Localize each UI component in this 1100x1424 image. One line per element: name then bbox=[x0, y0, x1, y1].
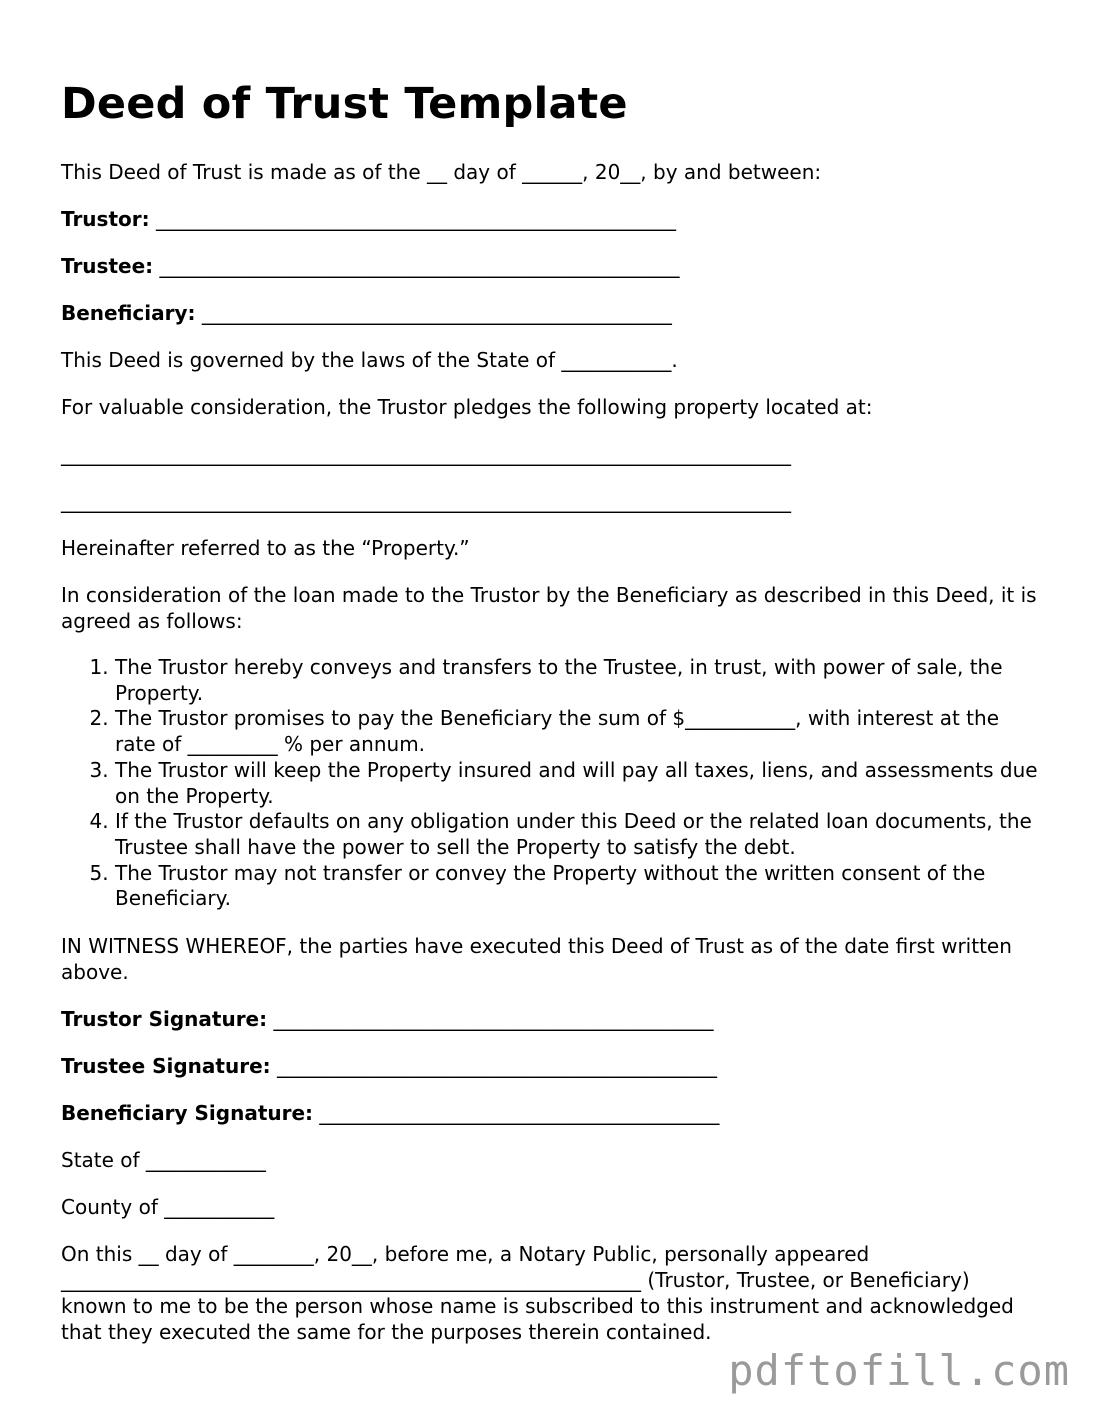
governing-law: This Deed is governed by the laws of the State of ___________. bbox=[61, 348, 678, 372]
term-item: 1. The Trustor hereby conveys and transfers to the Trustee, in trust, with power of sale, the Property. bbox=[115, 655, 1041, 706]
term-item: 3. The Trustor will keep the Property insured and will pay all taxes, liens, and assessments due on the Property. bbox=[115, 758, 1041, 809]
beneficiary-label: Beneficiary: bbox=[61, 301, 196, 325]
property-intro: For valuable consideration, the Trustor pledges the following property located at: bbox=[61, 395, 873, 419]
witness-paragraph: IN WITNESS WHEREOF, the parties have executed this Deed of Trust as of the date first written above. bbox=[61, 934, 1012, 985]
trustor-field bbox=[61, 206, 1041, 232]
trustee-field bbox=[61, 253, 1041, 279]
trustee-label: Trustee: bbox=[61, 254, 154, 278]
intro-paragraph: This Deed of Trust is made as of the __ day of ______, 20__, by and between: bbox=[61, 160, 822, 184]
terms-list bbox=[61, 655, 1041, 912]
trustee-signature-field bbox=[61, 1053, 1041, 1079]
document-title: Deed of Trust Template bbox=[61, 79, 628, 129]
hereinafter-paragraph: Hereinafter referred to as the “Property.” bbox=[61, 536, 470, 560]
beneficiary-field bbox=[61, 300, 1041, 326]
beneficiary-signature-blank[interactable]: ________________________________________ bbox=[313, 1101, 720, 1126]
trustor-signature-field bbox=[61, 1006, 1041, 1032]
state-field[interactable]: State of ____________ bbox=[61, 1148, 266, 1173]
trustee-blank[interactable]: ____________________________________________________ bbox=[153, 254, 680, 278]
notary-paragraph: On this __ day of ________, 20__, before me, a Notary Public, personally appeared __________________________________________________________ (Trustor, Trustee, or Beneficiary) known to me to be the person whose name is subscribed to this instrument and acknowledged that they executed the same for the purposes therein contained. bbox=[61, 1242, 1014, 1345]
term-item: 2. The Trustor promises to pay the Beneficiary the sum of $___________, with interest at the rate of _________ % per annum. bbox=[115, 706, 1041, 757]
beneficiary-blank[interactable]: _______________________________________________ bbox=[195, 301, 672, 325]
term-item: 5. The Trustor may not transfer or convey the Property without the written consent of the Beneficiary. bbox=[115, 861, 1041, 912]
county-field[interactable]: County of ___________ bbox=[61, 1195, 275, 1220]
beneficiary-signature-field bbox=[61, 1100, 1041, 1126]
trustor-signature-blank[interactable]: ____________________________________________ bbox=[267, 1007, 714, 1032]
trustee-signature-blank[interactable]: ____________________________________________ bbox=[270, 1054, 717, 1079]
trustor-signature-label: Trustor Signature: bbox=[61, 1007, 268, 1032]
term-item: 4. If the Trustor defaults on any obligation under this Deed or the related loan documents, the Trustee shall have the power to sell the Property to satisfy the debt. bbox=[115, 809, 1041, 860]
consideration-paragraph: In consideration of the loan made to the Trustor by the Beneficiary as described in this Deed, it is agreed as follows: bbox=[61, 583, 1037, 633]
property-line-1[interactable]: _________________________________________________________________________ bbox=[61, 442, 791, 466]
trustor-blank[interactable]: ____________________________________________________ bbox=[149, 207, 676, 231]
trustor-label: Trustor: bbox=[61, 207, 150, 231]
watermark: pdftofill.com bbox=[728, 1346, 1070, 1395]
beneficiary-signature-label: Beneficiary Signature: bbox=[61, 1101, 314, 1126]
trustee-signature-label: Trustee Signature: bbox=[61, 1054, 271, 1079]
document-page bbox=[61, 78, 1041, 1345]
property-line-2[interactable]: _________________________________________________________________________ bbox=[61, 489, 791, 513]
